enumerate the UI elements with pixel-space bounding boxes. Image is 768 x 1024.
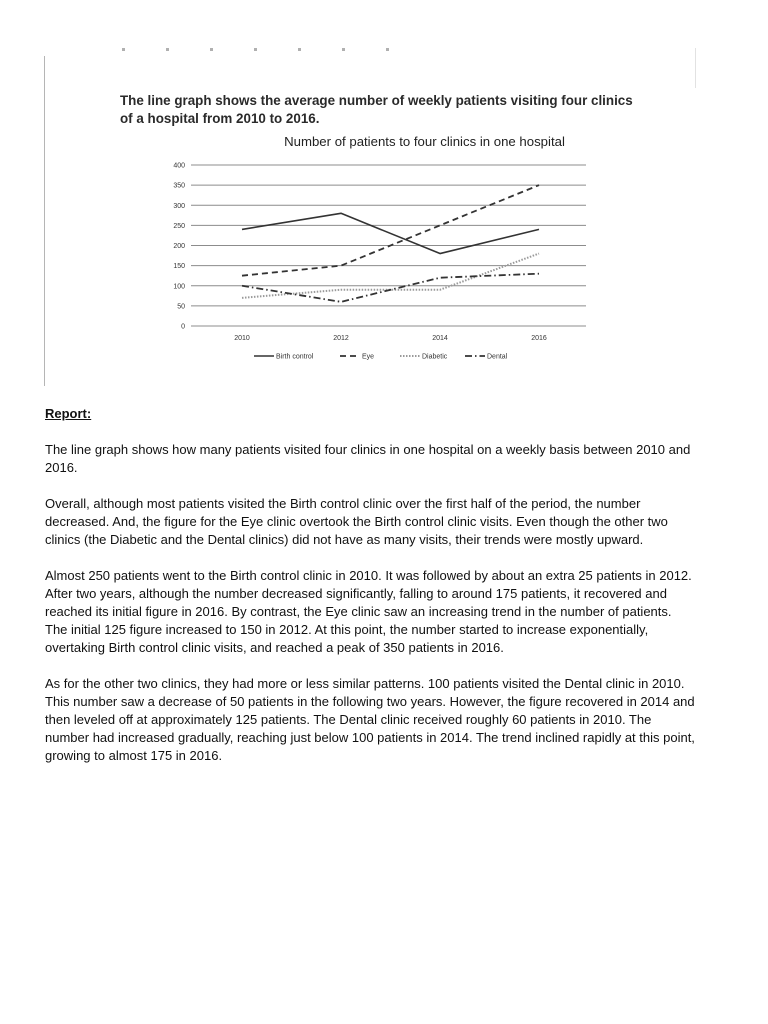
legend-label: Dental: [487, 353, 508, 361]
y-tick-label: 150: [173, 263, 185, 271]
x-tick-label: 2016: [531, 335, 547, 342]
report-paragraph: Overall, although most patients visited the Birth control clinic over the first half of the period, the number decreased. And, the figure for the Eye clinic overtook the Birth control clinic visits. Even though the other two clinics (the Diabetic and the Dental clinics) did not have as many visits, their trends were mostly upward.: [45, 496, 668, 547]
y-tick-label: 50: [177, 303, 185, 311]
y-tick-label: 400: [173, 162, 185, 170]
x-tick-label: 2014: [432, 335, 448, 342]
y-tick-label: 200: [173, 243, 185, 250]
y-tick-label: 350: [173, 182, 185, 190]
x-tick-label: 2010: [234, 335, 250, 342]
series-line-eye: [242, 185, 539, 276]
report-heading: Report:: [45, 406, 92, 421]
figure-caption: The line graph shows the average number of weekly patients visiting four clinics of a hospital from 2010 to 2016.: [120, 93, 633, 126]
y-tick-label: 0: [181, 323, 185, 331]
x-tick-label: 2012: [333, 335, 349, 342]
figure-panel: [44, 44, 696, 386]
report-paragraph: Almost 250 patients went to the Birth control clinic in 2010. It was followed by about an extra 25 patients in 2012. After two years, although the number decreased significantly, falling to around 175 patients, it recovered and reached its initial figure in 2016. By contrast, the Eye clinic saw an increasing trend in the number of patients. The initial 125 figure increased to 150 in 2012. At this point, the number started to increase exponentially, overtaking Birth control clinic visits, and reached a peak of 350 patients in 2016.: [45, 568, 692, 655]
y-tick-label: 100: [173, 283, 185, 291]
series-line-birth-control: [242, 213, 539, 253]
report-paragraph: As for the other two clinics, they had more or less similar patterns. 100 patients visited the Dental clinic in 2010. This number saw a decrease of 50 patients in the following two years. However, the figure recovered in 2014 and then leveled off at approximately 125 patients. The Dental clinic received roughly 60 patients in 2010. The number had increased gradually, reaching just below 100 patients in 2014. The trend inclined rapidly at this point, growing to almost 175 in 2016.: [45, 676, 695, 763]
legend-label: Birth control: [276, 353, 314, 361]
legend-label: Diabetic: [422, 353, 448, 361]
legend-label: Eye: [362, 353, 375, 361]
y-tick-label: 300: [173, 202, 185, 210]
report-paragraph: The line graph shows how many patients visited four clinics in one hospital on a weekly basis between 2010 and 2016.: [45, 442, 691, 475]
y-tick-label: 250: [173, 222, 185, 230]
chart-title: Number of patients to four clinics in one hospital: [284, 134, 565, 149]
line-chart: [44, 44, 696, 386]
series-line-dental: [242, 274, 539, 302]
report: [45, 405, 695, 783]
